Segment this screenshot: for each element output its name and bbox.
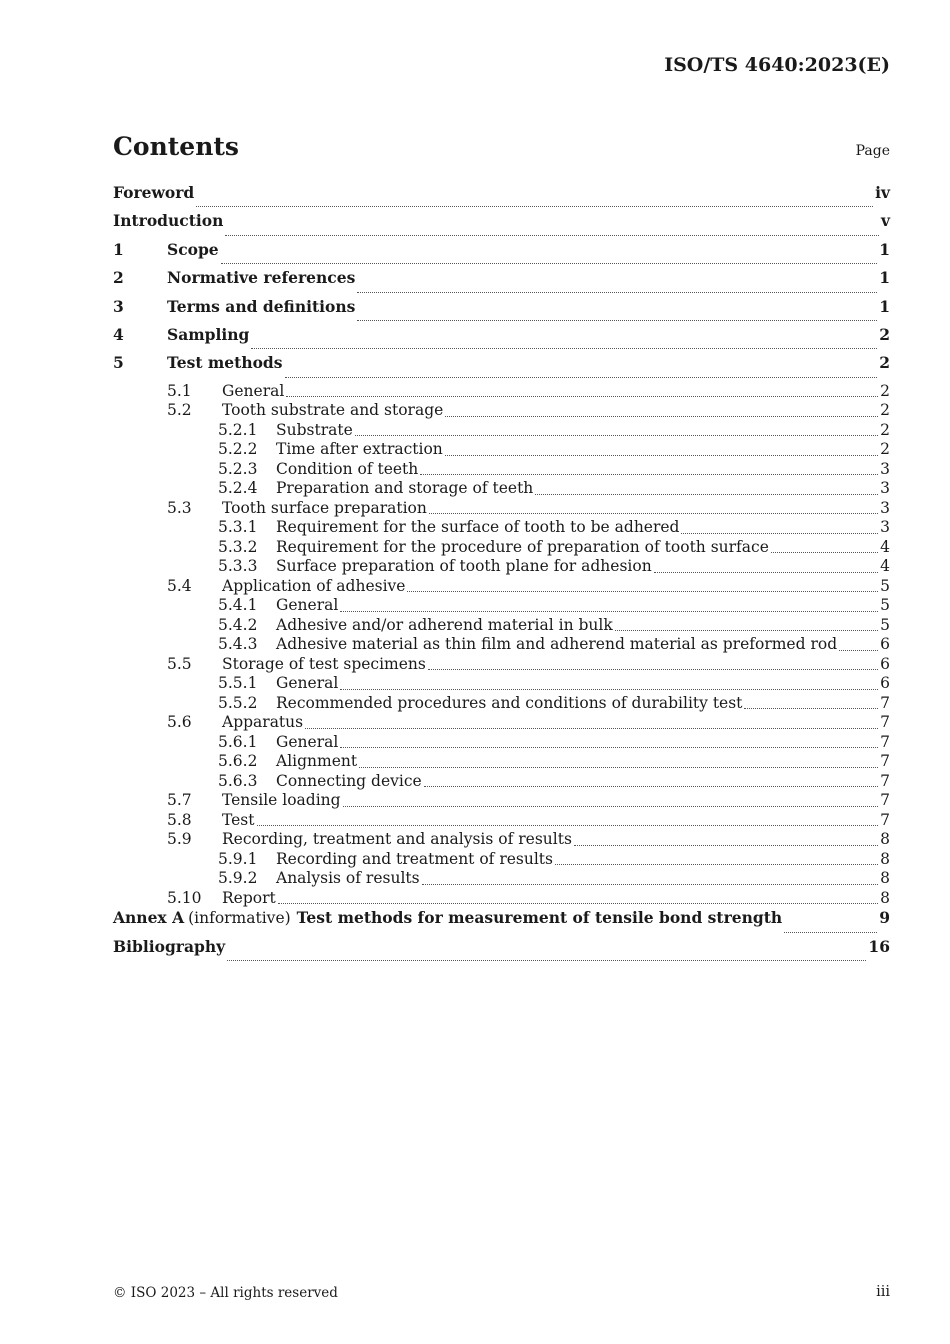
toc-entry-title[interactable]: Requirement for the procedure of preparation of tooth surface — [276, 537, 769, 556]
toc-entry[interactable] — [113, 908, 890, 936]
toc-entry-page: 5 — [880, 596, 890, 615]
toc-entry-page: 2 — [880, 401, 890, 420]
dot-leader — [227, 959, 866, 961]
toc-entry-number: 3 — [113, 296, 124, 316]
toc-entry-page: 6 — [880, 674, 890, 693]
toc-entry-number: 5.8 — [167, 810, 192, 829]
toc-entry[interactable] — [113, 518, 890, 538]
toc-entry-number: 2 — [113, 268, 124, 288]
toc-entry-number: 1 — [113, 239, 124, 259]
toc-entry[interactable] — [113, 577, 890, 597]
toc-entry-number: 5.2.4 — [218, 479, 258, 498]
toc-entry-page: 8 — [880, 830, 890, 849]
dot-leader — [839, 649, 878, 651]
toc-entry-number: 5.6.3 — [218, 771, 258, 790]
toc-entry-page: 6 — [880, 635, 890, 654]
toc-entry[interactable] — [113, 421, 890, 441]
toc-entry-page: iv — [875, 183, 890, 202]
dot-leader — [420, 473, 878, 475]
dot-leader — [357, 291, 877, 293]
toc-entry-page: 16 — [868, 936, 890, 956]
dot-leader — [445, 415, 878, 417]
toc-entry-page: 9 — [879, 908, 890, 928]
toc-entry-title[interactable]: Storage of test specimens — [222, 654, 426, 673]
toc-entry-title[interactable]: Sampling — [167, 324, 250, 344]
toc-entry-page: 5 — [880, 576, 890, 595]
toc-entry-title[interactable]: Adhesive and/or adherend material in bulk — [276, 615, 613, 634]
toc-entry[interactable] — [113, 791, 890, 811]
dot-leader — [286, 395, 878, 397]
toc-entry-number: 5.3.2 — [218, 537, 258, 556]
toc-entry-title[interactable]: Tooth surface preparation — [222, 498, 427, 517]
page-title: Contents — [113, 132, 240, 161]
dot-leader — [771, 551, 878, 553]
dot-leader — [343, 805, 879, 807]
toc-entry[interactable] — [113, 353, 890, 381]
toc-entry-title[interactable]: Application of adhesive — [222, 576, 406, 595]
toc-entry[interactable] — [113, 694, 890, 714]
toc-entry-page: 2 — [880, 440, 890, 459]
toc-entry-title[interactable]: General — [276, 732, 339, 751]
toc-entry-page: 2 — [880, 381, 890, 400]
toc-entry-title[interactable]: Surface preparation of tooth plane for adhesion — [276, 557, 652, 576]
dot-leader — [196, 205, 873, 207]
toc-entry[interactable] — [113, 557, 890, 577]
toc-entry[interactable] — [113, 440, 890, 460]
dot-leader — [355, 434, 878, 436]
toc-entry[interactable] — [113, 460, 890, 480]
dot-leader — [445, 454, 878, 456]
toc-entry-number: 5.9 — [167, 830, 192, 849]
toc-entry-page: 3 — [880, 498, 890, 517]
table-of-contents — [113, 183, 890, 965]
dot-leader — [359, 766, 878, 768]
dot-leader — [784, 931, 877, 933]
toc-entry-number: 5.4.3 — [218, 635, 258, 654]
dot-leader — [357, 319, 877, 321]
toc-entry[interactable] — [113, 713, 890, 733]
toc-entry-title[interactable]: Recommended procedures and conditions of durability test — [276, 693, 743, 712]
toc-entry[interactable] — [113, 382, 890, 402]
toc-entry[interactable] — [113, 937, 890, 965]
toc-entry-number: 5.5 — [167, 654, 192, 673]
toc-entry-number: 5.6 — [167, 713, 192, 732]
toc-entry[interactable] — [113, 889, 890, 909]
toc-entry[interactable] — [113, 538, 890, 558]
toc-entry-number: 5.9.1 — [218, 849, 258, 868]
toc-entry-title[interactable]: General — [276, 674, 339, 693]
toc-entry-page: 1 — [879, 239, 890, 259]
toc-entry-title[interactable]: Test methods — [167, 353, 283, 373]
toc-entry-title[interactable]: Adhesive material as thin film and adherend material as preformed rod — [276, 635, 838, 654]
dot-leader — [225, 234, 879, 236]
toc-entry-number: 5.2.3 — [218, 459, 258, 478]
toc-entry-title[interactable]: Foreword — [113, 183, 195, 202]
annex-info: (informative) — [188, 909, 291, 928]
toc-entry-number: 5.3.1 — [218, 518, 258, 537]
page-number: iii — [876, 1284, 890, 1300]
toc-entry-number: 5.2.1 — [218, 420, 258, 439]
toc-entry-number: 5 — [113, 353, 124, 373]
toc-entry-number: 5.3.3 — [218, 557, 258, 576]
toc-entry-page: 3 — [880, 518, 890, 537]
toc-entry-page: 7 — [880, 713, 890, 732]
dot-leader — [744, 707, 878, 709]
toc-entry[interactable] — [113, 616, 890, 636]
dot-leader — [555, 863, 878, 865]
toc-entry-page: 1 — [879, 268, 890, 288]
toc-entry-title[interactable]: Test — [222, 810, 255, 829]
toc-entry[interactable] — [113, 811, 890, 831]
toc-entry-page: 7 — [880, 771, 890, 790]
toc-entry-page: 7 — [880, 693, 890, 712]
annex-label: Annex A — [113, 908, 185, 928]
toc-entry-page: 7 — [880, 752, 890, 771]
toc-entry-title[interactable]: Apparatus — [222, 713, 304, 732]
toc-entry-number: 5.7 — [167, 791, 192, 810]
toc-entry-page: 8 — [880, 888, 890, 907]
toc-entry-page: 3 — [880, 479, 890, 498]
toc-entry-title[interactable]: General — [222, 381, 285, 400]
toc-entry-title[interactable]: Tensile loading — [222, 791, 341, 810]
toc-entry[interactable] — [113, 268, 890, 296]
dot-leader — [285, 376, 878, 378]
toc-entry-title[interactable]: Scope — [167, 239, 219, 259]
dot-leader — [257, 824, 879, 826]
dot-leader — [615, 629, 878, 631]
toc-entry[interactable] — [113, 596, 890, 616]
dot-leader — [535, 493, 878, 495]
toc-entry-title[interactable]: Test methods for measurement of tensile bond strength — [296, 908, 783, 928]
toc-entry[interactable] — [113, 479, 890, 499]
toc-entry[interactable] — [113, 211, 890, 239]
toc-entry-number: 5.4.2 — [218, 615, 258, 634]
toc-entry[interactable] — [113, 240, 890, 268]
dot-leader — [681, 532, 878, 534]
toc-entry-title[interactable]: Requirement for the surface of tooth to be adhered — [276, 518, 680, 537]
toc-entry-page: v — [880, 211, 890, 231]
toc-entry-page: 3 — [880, 459, 890, 478]
toc-entry[interactable] — [113, 325, 890, 353]
toc-entry-title[interactable]: Tooth substrate and storage — [222, 401, 444, 420]
toc-entry-title[interactable]: Recording and treatment of results — [276, 849, 553, 868]
toc-entry-page: 4 — [880, 557, 890, 576]
toc-entry-title[interactable]: Analysis of results — [276, 869, 420, 888]
toc-entry[interactable] — [113, 674, 890, 694]
dot-leader — [407, 590, 878, 592]
toc-entry-number: 5.4 — [167, 576, 192, 595]
toc-entry-number: 5.1 — [167, 381, 192, 400]
toc-entry-number: 4 — [113, 324, 124, 344]
toc-entry[interactable] — [113, 850, 890, 870]
toc-entry-title[interactable]: Report — [222, 888, 276, 907]
dot-leader — [305, 727, 878, 729]
toc-entry[interactable] — [113, 869, 890, 889]
toc-entry[interactable] — [113, 752, 890, 772]
toc-entry-page: 7 — [880, 810, 890, 829]
dot-leader — [340, 746, 878, 748]
toc-entry[interactable] — [113, 297, 890, 325]
dot-leader — [278, 902, 878, 904]
toc-entry[interactable] — [113, 733, 890, 753]
toc-entry-title[interactable]: Bibliography — [113, 936, 226, 956]
toc-entry-number: 5.2.2 — [218, 440, 258, 459]
toc-entry-title[interactable]: Alignment — [276, 752, 358, 771]
toc-entry-page: 8 — [880, 869, 890, 888]
toc-entry[interactable] — [113, 401, 890, 421]
dot-leader — [654, 571, 878, 573]
toc-entry[interactable] — [113, 499, 890, 519]
toc-entry-page: 7 — [880, 732, 890, 751]
toc-entry[interactable] — [113, 635, 890, 655]
toc-entry-page: 6 — [880, 654, 890, 673]
toc-entry-page: 5 — [880, 615, 890, 634]
dot-leader — [429, 512, 878, 514]
toc-entry-title[interactable]: Recording, treatment and analysis of results — [222, 830, 572, 849]
toc-entry-number: 5.5.1 — [218, 674, 258, 693]
dot-leader — [574, 844, 878, 846]
toc-entry-title[interactable]: Connecting device — [276, 771, 422, 790]
toc-entry[interactable] — [113, 655, 890, 675]
toc-entry-title[interactable]: Introduction — [113, 211, 224, 231]
toc-entry-title[interactable]: Preparation and storage of teeth — [276, 479, 534, 498]
toc-entry-title[interactable]: Terms and definitions — [167, 296, 356, 316]
dot-leader — [428, 668, 878, 670]
toc-entry[interactable] — [113, 183, 890, 211]
toc-entry-page: 2 — [880, 420, 890, 439]
toc-entry-number: 5.5.2 — [218, 693, 258, 712]
dot-leader — [422, 883, 879, 885]
toc-entry-page: 8 — [880, 849, 890, 868]
toc-entry-title[interactable]: Substrate — [276, 420, 353, 439]
toc-entry[interactable] — [113, 830, 890, 850]
toc-entry-title[interactable]: Normative references — [167, 268, 356, 288]
toc-entry-page: 1 — [879, 296, 890, 316]
toc-entry-number: 5.2 — [167, 401, 192, 420]
toc-entry-title[interactable]: Time after extraction — [276, 440, 443, 459]
page-column-label: Page — [855, 143, 890, 159]
toc-entry-page: 2 — [879, 353, 890, 373]
toc-entry-number: 5.3 — [167, 498, 192, 517]
toc-entry[interactable] — [113, 772, 890, 792]
dot-leader — [251, 347, 877, 349]
dot-leader — [424, 785, 878, 787]
document-id: ISO/TS 4640:2023(E) — [664, 54, 890, 76]
toc-entry-title[interactable]: General — [276, 596, 339, 615]
copyright-notice: © ISO 2023 – All rights reserved — [113, 1285, 338, 1301]
toc-entry-title[interactable]: Condition of teeth — [276, 459, 419, 478]
dot-leader — [221, 262, 878, 264]
toc-entry-number: 5.6.2 — [218, 752, 258, 771]
toc-entry-page: 7 — [880, 791, 890, 810]
toc-entry-number: 5.4.1 — [218, 596, 258, 615]
toc-entry-number: 5.10 — [167, 888, 202, 907]
toc-entry-page: 2 — [879, 324, 890, 344]
toc-entry-number: 5.6.1 — [218, 732, 258, 751]
toc-entry-page: 4 — [880, 537, 890, 556]
dot-leader — [340, 610, 878, 612]
toc-entry-number: 5.9.2 — [218, 869, 258, 888]
dot-leader — [340, 688, 878, 690]
